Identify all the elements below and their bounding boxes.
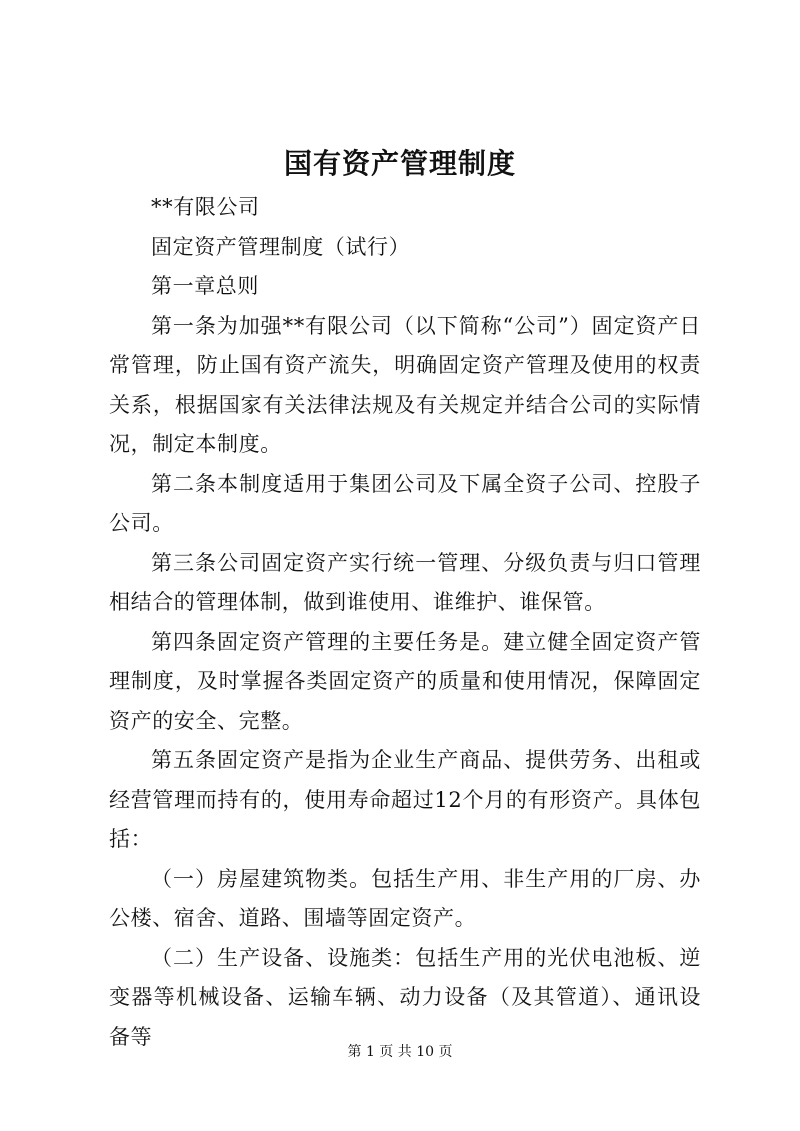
paragraph-article-4: 第四条固定资产管理的主要任务是。建立健全固定资产管理制度，及时掌握各类固定资产的质量和使用情况，保障固定资产的安全、完整。 <box>109 629 701 733</box>
paragraph-article-3: 第三条公司固定资产实行统一管理、分级负责与归口管理相结合的管理体制，做到谁使用、谁维护、谁保管。 <box>109 550 701 614</box>
paragraph-article-5: 第五条固定资产是指为企业生产商品、提供劳务、出租或经营管理而持有的，使用寿命超过12个月的有形资产。具体包括： <box>109 748 701 851</box>
paragraph-company: **有限公司 <box>151 195 260 219</box>
document-body <box>109 188 701 1057</box>
paragraph-article-1: 第一条为加强**有限公司（以下简称“公司”）固定资产日常管理，防止国有资产流失，明确固定资产管理及使用的权责关系，根据国家有关法律法规及有关规定并结合公司的实际情况，制定本制度。 <box>109 313 701 456</box>
document-title: 国有资产管理制度 <box>283 147 516 180</box>
page-footer: 第 1 页 共 10 页 <box>347 1044 453 1060</box>
paragraph-item-2: （二）生产设备、设施类：包括生产用的光伏电池板、逆变器等机械设备、运输车辆、动力设备（及其管道）、通讯设备等 <box>109 945 701 1049</box>
paragraph-subtitle: 固定资产管理制度（试行） <box>151 234 411 259</box>
paragraph-article-2: 第二条本制度适用于集团公司及下属全资子公司、控股子公司。 <box>109 471 701 535</box>
paragraph-chapter-heading: 第一章总则 <box>151 274 259 298</box>
paragraph-item-1: （一）房屋建筑物类。包括生产用、非生产用的厂房、办公楼、宿舍、道路、围墙等固定资产。 <box>109 866 701 930</box>
